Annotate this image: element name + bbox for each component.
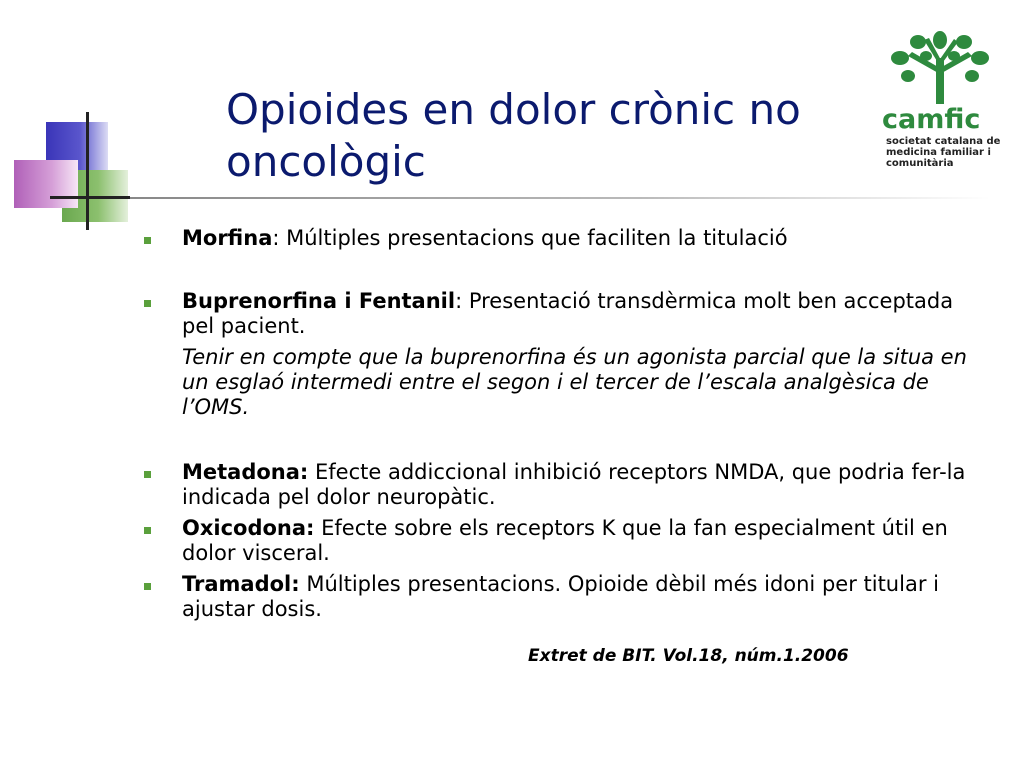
bullet-text: : Múltiples presentacions que faciliten la titulació [272, 226, 788, 250]
bullet-term: Morfina [182, 226, 273, 250]
bullet-square-icon [144, 300, 151, 307]
list-item [140, 572, 990, 622]
decor-pink-square [14, 160, 78, 208]
bullet-note: Tenir en compte que la buprenorfina és un agonista parcial que la situa en un esglaó intermedi entre el segon i el tercer de l’escala analgèsica de l’OMS. [182, 345, 967, 419]
list-item [140, 226, 990, 251]
camfic-logo [880, 30, 1000, 170]
tree-icon [880, 30, 1000, 106]
bullet-text: Efecte addiccional inhibició receptors NMDA, que podria fer-la indicada pel dolor neuropàtic. [182, 460, 966, 509]
bullet-term: Oxicodona: [182, 516, 315, 540]
bullet-square-icon [144, 237, 151, 244]
source-citation: Extret de BIT. Vol.18, núm.1.2006 [528, 646, 849, 666]
bullet-term: Metadona: [182, 460, 309, 484]
bullet-square-icon [144, 583, 151, 590]
list-item [140, 460, 990, 510]
bullet-term: Tramadol: [182, 572, 300, 596]
bullet-text: : Presentació transdèrmica molt ben acceptada pel pacient. [182, 289, 954, 338]
list-item [140, 516, 990, 566]
bullet-term: Buprenorfina i Fentanil [182, 289, 456, 313]
title-underline [130, 197, 990, 199]
logo-wordmark: camfic [882, 104, 981, 135]
slide-title: Opioides en dolor crònic no oncològic [226, 85, 801, 186]
list-item [140, 289, 990, 339]
bullet-square-icon [144, 471, 151, 478]
decor-horizontal-line [50, 196, 130, 199]
bullet-text: Efecte sobre els receptors K que la fan especialment útil en dolor visceral. [182, 516, 948, 565]
bullet-text: Múltiples presentacions. Opioide dèbil més idoni per titular i ajustar dosis. [182, 572, 939, 621]
decor-vertical-line [86, 112, 89, 230]
bullet-square-icon [144, 527, 151, 534]
logo-subtitle: societat catalana de medicina familiar i comunitària [886, 136, 1001, 169]
bullet-list [140, 226, 990, 622]
